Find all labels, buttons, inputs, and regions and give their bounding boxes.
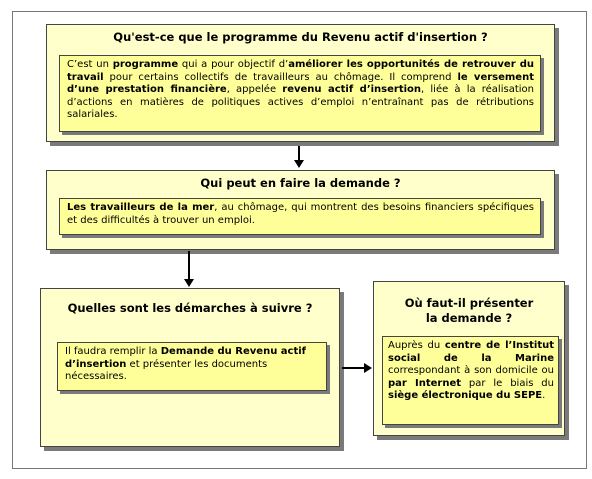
text-run: pour certains collectifs de travailleurs au chômage. Il comprend xyxy=(103,71,458,83)
bold-text-run: le versement d’une prestation financière xyxy=(67,71,534,96)
text-run: . xyxy=(542,390,546,402)
bold-text-run: Demande du Revenu actif d’insertion xyxy=(65,346,307,370)
bold-text-run: par Internet xyxy=(388,377,462,389)
text-run: Auprès du xyxy=(388,340,445,351)
arrow-right xyxy=(340,362,374,376)
text-run: qui a pour objectif d’ xyxy=(178,59,289,70)
box-who-can-apply xyxy=(46,170,555,250)
arrow-down-2 xyxy=(183,251,197,289)
box-who-title: Qui peut en faire la demande ? xyxy=(200,176,401,190)
text-run: , appelée xyxy=(226,84,283,96)
box-program-title: Qu'est-ce que le programme du Revenu actif d'insertion ? xyxy=(113,30,488,44)
text-run: C’est un xyxy=(67,59,113,70)
text-run: correspondant à son domicile ou xyxy=(388,365,554,377)
box-where-title xyxy=(374,296,564,326)
bold-text-run: centre de l’Institut social de la Marine xyxy=(388,340,554,364)
box-steps xyxy=(40,288,340,447)
box-program-text xyxy=(59,55,541,132)
text-run: et présenter les documents nécessaires. xyxy=(65,358,268,383)
bold-text-run: revenu actif d’insertion xyxy=(282,84,422,96)
box-steps-title: Quelles sont les démarches à suivre ? xyxy=(67,301,313,315)
text-run: par le biais du xyxy=(461,377,554,389)
text-run: , au chômage, qui montrent des besoins financiers spécifiques et des difficultés à trouver un emploi. xyxy=(67,202,535,226)
text-run: , liée à la réalisation d’actions en matières de politiques actives d’emploi n’entraînant pas de rétributions salariales. xyxy=(67,84,534,121)
text-run: Il faudra remplir la xyxy=(65,346,161,357)
bold-text-run: siège électronique du SEPE xyxy=(388,390,543,402)
bold-text-run: Les travailleurs de la mer xyxy=(67,202,215,213)
box-where-to-apply xyxy=(373,281,565,436)
box-steps-text xyxy=(57,342,327,391)
box-where-title-line1: Où faut-il présenter xyxy=(404,296,534,310)
box-where-text xyxy=(382,336,559,425)
box-who-text xyxy=(59,198,541,235)
bold-text-run: programme xyxy=(112,59,179,70)
arrow-down-1 xyxy=(293,146,307,170)
box-program-definition xyxy=(46,24,555,142)
box-where-title-line2: la demande ? xyxy=(425,311,513,325)
bold-text-run: améliorer les opportunités de retrouver du travail xyxy=(67,59,534,83)
